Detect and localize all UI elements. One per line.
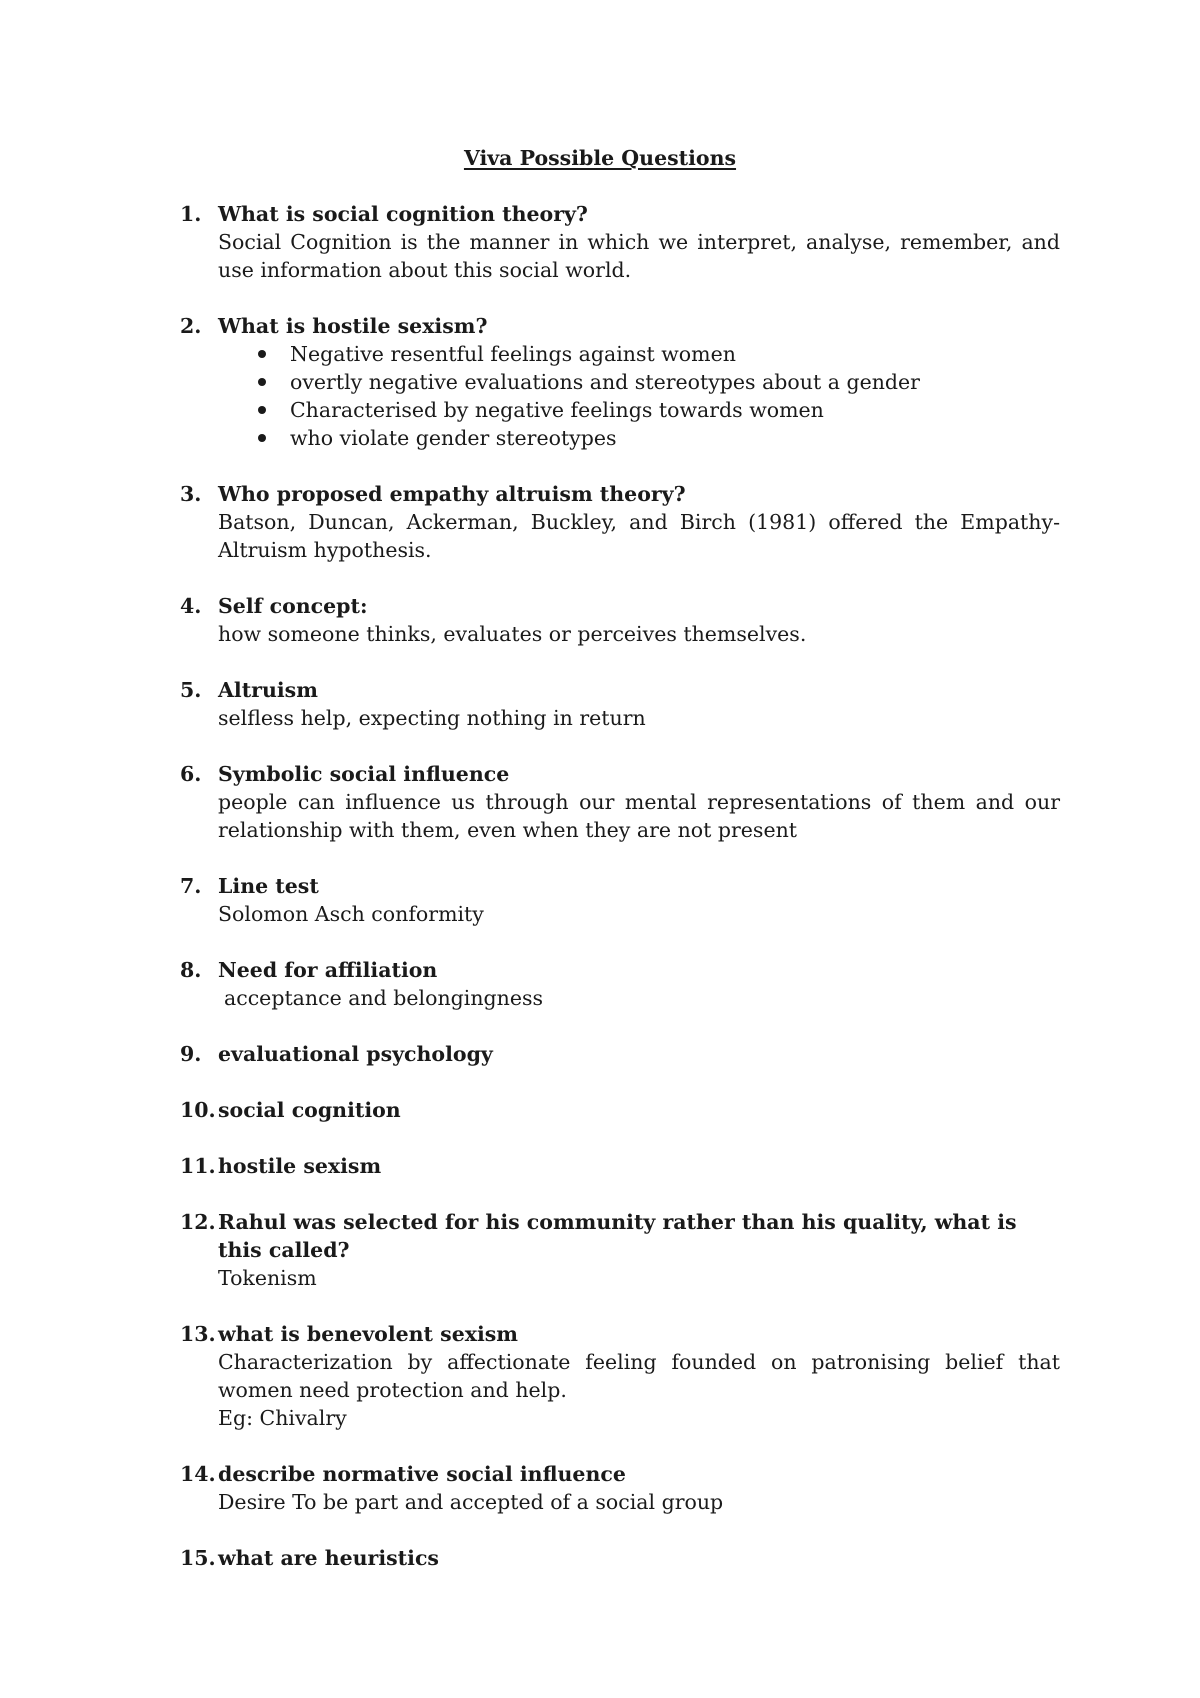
question-heading: What is hostile sexism? xyxy=(218,314,488,338)
question-item-3 xyxy=(180,480,1060,564)
bullet-icon xyxy=(258,378,266,386)
question-item-6 xyxy=(180,760,1060,844)
question-heading: What is social cognition theory? xyxy=(218,202,588,226)
document-title: Viva Possible Questions xyxy=(463,146,737,170)
question-heading: social cognition xyxy=(218,1098,401,1122)
question-item-12 xyxy=(180,1208,1060,1292)
question-number: 8. xyxy=(180,958,202,982)
question-number: 7. xyxy=(180,874,202,898)
question-heading: what are heuristics xyxy=(218,1546,439,1570)
bullet-item xyxy=(258,340,1060,368)
question-heading: Altruism xyxy=(218,678,318,702)
bullet-item xyxy=(258,368,1060,396)
question-heading: Need for affiliation xyxy=(218,958,438,982)
bullet-icon xyxy=(258,350,266,358)
question-number: 10. xyxy=(180,1098,216,1122)
bullet-item xyxy=(258,424,1060,452)
question-answer: Tokenism xyxy=(218,1266,317,1290)
question-heading: Who proposed empathy altruism theory? xyxy=(218,482,686,506)
question-heading: evaluational psychology xyxy=(218,1042,493,1066)
question-item-9 xyxy=(180,1040,1060,1068)
question-answer: people can influence us through our mental representations of them and our relationship with them, even when they are not present xyxy=(218,790,1060,842)
bullet-text: Negative resentful feelings against women xyxy=(290,342,736,366)
answer-bullet-list xyxy=(218,340,1060,452)
question-number: 12. xyxy=(180,1210,216,1234)
question-answer: Solomon Asch conformity xyxy=(218,902,484,926)
question-item-5 xyxy=(180,676,1060,732)
question-number: 11. xyxy=(180,1154,216,1178)
question-answer: Batson, Duncan, Ackerman, Buckley, and Birch (1981) offered the Empathy-Altruism hypothesis. xyxy=(218,510,1060,562)
question-number: 14. xyxy=(180,1462,216,1486)
question-answer: selfless help, expecting nothing in return xyxy=(218,706,646,730)
bullet-icon xyxy=(258,406,266,414)
question-heading: describe normative social influence xyxy=(218,1462,626,1486)
question-heading: Self concept: xyxy=(218,594,368,618)
question-list xyxy=(180,200,1060,1600)
question-number: 6. xyxy=(180,762,202,786)
question-example: Eg: Chivalry xyxy=(218,1406,347,1430)
bullet-item xyxy=(258,396,1060,424)
question-item-8 xyxy=(180,956,1060,1012)
question-item-11 xyxy=(180,1152,1060,1180)
question-heading: Rahul was selected for his community rather than his quality, what is this called? xyxy=(218,1210,1017,1262)
question-number: 5. xyxy=(180,678,202,702)
question-item-1 xyxy=(180,200,1060,284)
question-heading: Symbolic social influence xyxy=(218,762,510,786)
question-answer: Desire To be part and accepted of a social group xyxy=(218,1490,724,1514)
question-heading: hostile sexism xyxy=(218,1154,382,1178)
question-item-4 xyxy=(180,592,1060,648)
question-answer: Social Cognition is the manner in which we interpret, analyse, remember, and use information about this social world. xyxy=(218,230,1060,282)
question-number: 13. xyxy=(180,1322,216,1346)
question-answer: how someone thinks, evaluates or perceives themselves. xyxy=(218,622,807,646)
bullet-text: Characterised by negative feelings towards women xyxy=(290,398,824,422)
question-item-14 xyxy=(180,1460,1060,1516)
question-item-7 xyxy=(180,872,1060,928)
question-item-2 xyxy=(180,312,1060,452)
question-item-13 xyxy=(180,1320,1060,1432)
question-item-15 xyxy=(180,1544,1060,1572)
bullet-icon xyxy=(258,434,266,442)
question-number: 3. xyxy=(180,482,202,506)
question-number: 2. xyxy=(180,314,202,338)
question-answer: acceptance and belongingness xyxy=(224,986,544,1010)
question-number: 9. xyxy=(180,1042,202,1066)
question-number: 15. xyxy=(180,1546,216,1570)
question-heading: what is benevolent sexism xyxy=(218,1322,518,1346)
bullet-text: overtly negative evaluations and stereotypes about a gender xyxy=(290,370,920,394)
bullet-text: who violate gender stereotypes xyxy=(290,426,617,450)
question-item-10 xyxy=(180,1096,1060,1124)
question-heading: Line test xyxy=(218,874,319,898)
question-number: 1. xyxy=(180,202,202,226)
question-answer: Characterization by affectionate feeling founded on patronising belief that women need protection and help. xyxy=(218,1350,1060,1402)
question-number: 4. xyxy=(180,594,202,618)
